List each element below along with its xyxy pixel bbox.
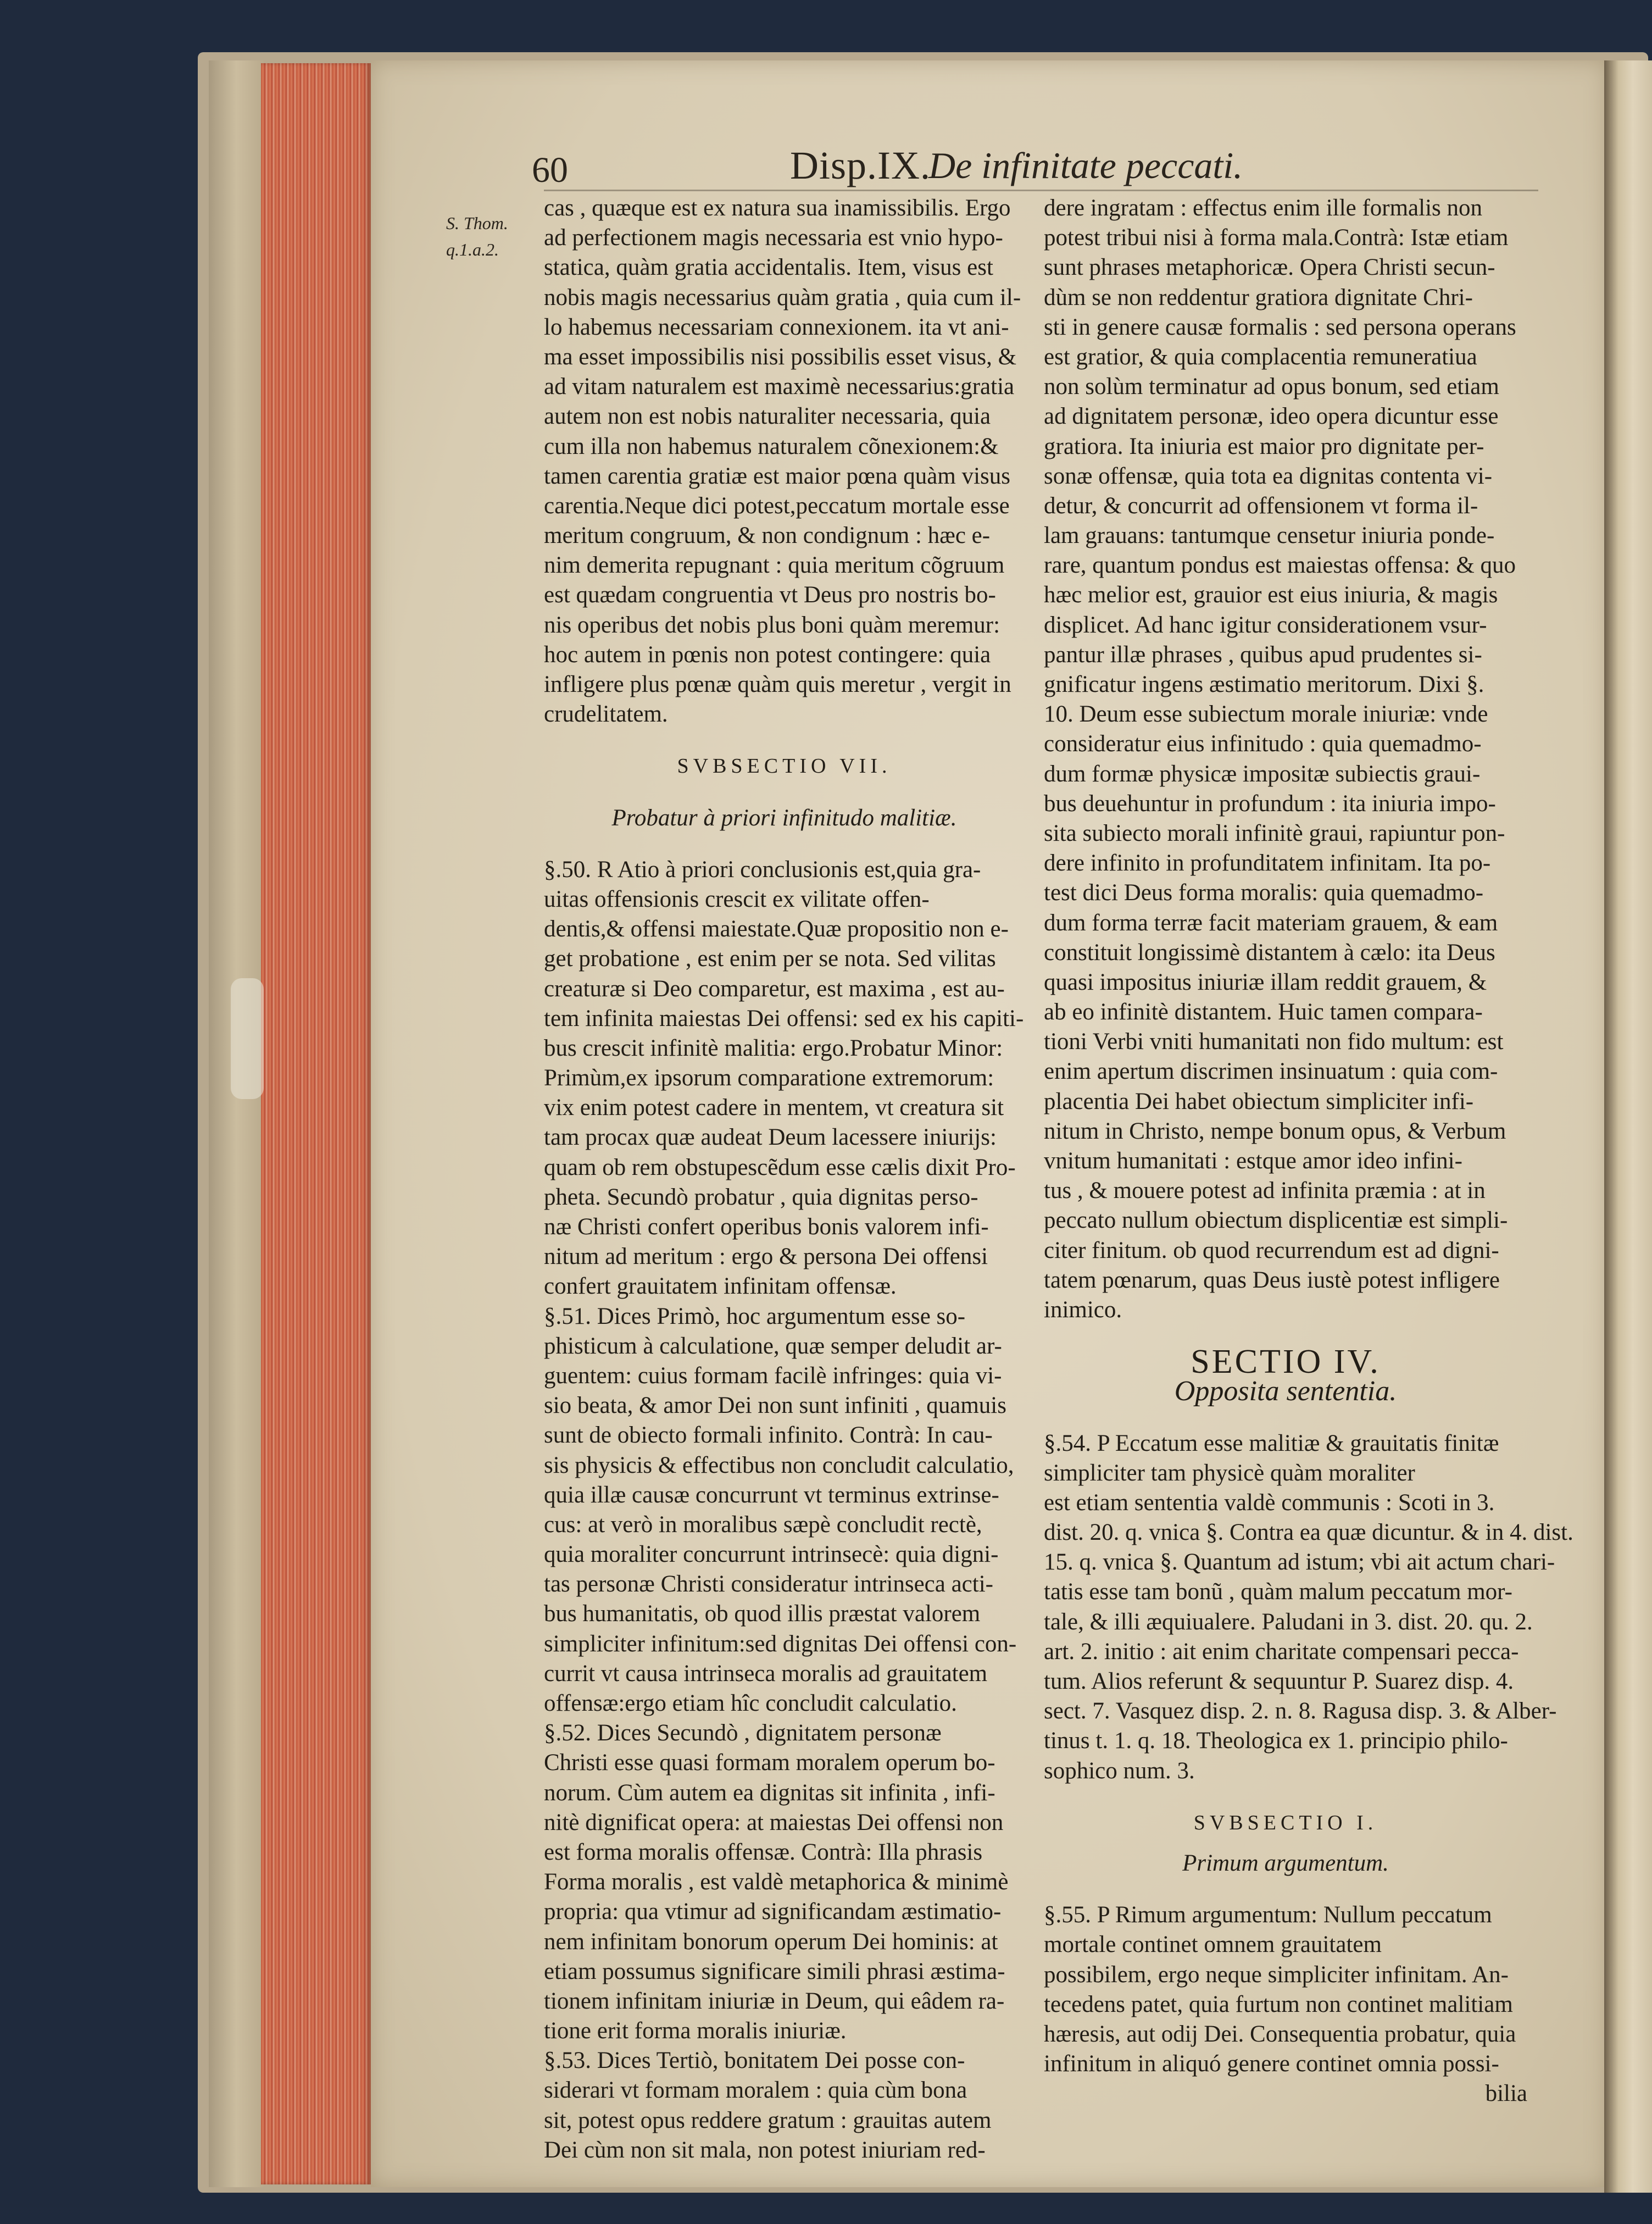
text-line: hæresis, aut odij Dei. Consequentia probatur, quia: [1044, 2021, 1516, 2047]
margin-note-line: q.1.a.2.: [446, 240, 499, 259]
text-line: quia moraliter concurrunt intrinsecè: quia digni-: [544, 1541, 999, 1568]
text-line: tatis esse tam bonũ , quàm malum peccatum mor-: [1044, 1579, 1512, 1605]
sectio-iv-subtitle: Opposita sententia.: [1174, 1376, 1397, 1407]
text-line: sis physicis & effectibus non concludit calculatio,: [544, 1452, 1014, 1478]
text-line: sophico num. 3.: [1044, 1757, 1195, 1784]
text-line: carentia.Neque dici potest,peccatum mortale esse: [544, 492, 1010, 519]
text-line: Christi esse quasi formam moralem operum bo-: [544, 1750, 995, 1776]
spacer: [1044, 1878, 1527, 1900]
subsectio-vii-subtitle: Probatur à priori infinitudo malitiæ.: [611, 805, 957, 831]
text-line: ad vitam naturalem est maximè necessarius:gratia: [544, 374, 1015, 400]
page-gutter: [1604, 60, 1652, 2193]
text-line: cum illa non habemus naturalem cõnexionem:&: [544, 433, 999, 459]
text-line: quasi impositus iniuriæ illam reddit grauem, &: [1044, 969, 1487, 995]
spacer: [1044, 1838, 1527, 1849]
text-line: cas , quæque est ex natura sua inamissibilis. Ergo: [544, 195, 1011, 221]
text-line: sita subiecto morali infinitè graui, rapiuntur pon-: [1044, 820, 1505, 846]
text-line: sunt phrases metaphoricæ. Opera Christi secun-: [1044, 254, 1495, 281]
text-line: tas personæ Christi consideratur intrinseca acti-: [544, 1571, 993, 1598]
text-line: propria: qua vtimur ad significandam æstimatio-: [544, 1899, 1002, 1925]
text-line: tioni Verbi vniti humanitati non fido multum: est: [1044, 1029, 1504, 1055]
text-line: dum forma terræ facit materiam grauem, & eam: [1044, 909, 1498, 936]
text-line: offensæ:ergo etiam hîc concludit calculatio.: [544, 1690, 957, 1716]
left-column-para-2: [544, 855, 1025, 2165]
right-column: [1044, 193, 1573, 2109]
subsectio-i-heading: SVBSECTIO I.: [1193, 1811, 1378, 1834]
right-column-para-3: [1044, 1900, 1527, 2079]
text-line: art. 2. initio : ait enim charitate compensari pecca-: [1044, 1638, 1519, 1665]
text-line: dist. 20. q. vnica §. Contra ea quæ dicuntur. & in 4. dist.: [1044, 1519, 1573, 1546]
text-line: pheta. Secundò probatur , quia dignitas perso-: [544, 1184, 978, 1210]
text-line: creaturæ si Deo comparetur, est maxima , est au-: [544, 975, 1005, 1002]
text-line: gnificatur ingens æstimatio meritorum. Dixi §.: [1044, 672, 1484, 697]
spacer: [1044, 1407, 1527, 1429]
spacer: [544, 833, 1025, 855]
text-line: autem non est nobis naturaliter necessaria, quia: [544, 403, 991, 430]
text-line: dere ingratam : effectus enim ille formalis non: [1044, 195, 1483, 221]
left-column-para-1: [544, 193, 1025, 729]
margin-note-line: S. Thom.: [446, 213, 508, 233]
text-line: bus deuehuntur in profundum : ita iniuria impo-: [1044, 790, 1496, 817]
text-line: nitè dignificat opera: at maiestas Dei offensi non: [544, 1809, 1004, 1835]
red-page-edges: [261, 63, 371, 2184]
text-line: ma esset impossibilis nisi possibilis esset visus, &: [544, 343, 1017, 370]
text-line: potest tribui nisi à forma mala.Contrà: Istæ etiam: [1044, 225, 1509, 251]
text-line: tam procax quæ audeat Deum lacessere iniurijs:: [544, 1124, 997, 1151]
text-line: nitum ad meritum : ergo & persona Dei offensi: [544, 1244, 988, 1270]
text-line: consideratur eius infinitudo : quia quemadmo-: [1044, 731, 1482, 757]
text-line: infligere plus pœnæ quàm quis meretur , vergit in: [544, 672, 1011, 697]
text-line: gratiora. Ita iniuria est maior pro dignitate per-: [1044, 433, 1484, 459]
text-line: §.51. Dices Primò, hoc argumentum esse so-: [544, 1303, 966, 1329]
text-line: lo habemus necessariam connexionem. ita vt ani-: [544, 314, 1009, 340]
text-line: 15. q. vnica §. Quantum ad istum; vbi ait actum chari-: [1044, 1549, 1555, 1576]
text-line: sunt de obiecto formali infinito. Contrà: In cau-: [544, 1422, 993, 1449]
text-line: tione erit forma moralis iniuriæ.: [544, 2018, 847, 2044]
text-line: tinus t. 1. q. 18. Theologica ex 1. principio philo-: [1044, 1728, 1508, 1754]
text-line: simpliciter infinitum:sed dignitas Dei offensi con-: [544, 1630, 1017, 1657]
text-line: detur, & concurrit ad offensionem vt forma il-: [1044, 492, 1478, 519]
subsectio-i-subtitle: Primum argumentum.: [1182, 1850, 1389, 1876]
book-spine-edge: [209, 60, 264, 2187]
text-line: infinitum in aliquó genere continet omnia possi-: [1044, 2051, 1499, 2077]
text-line: tum. Alios referunt & sequuntur P. Suarez disp. 4.: [1044, 1668, 1514, 1694]
text-line: mortale continet omnem grauitatem: [1044, 1932, 1382, 1958]
text-line: §.50. R Atio à priori conclusionis est,quia gra-: [544, 856, 981, 883]
text-line: Forma moralis , est valdè metaphorica & minimè: [544, 1869, 1009, 1895]
text-line: 10. Deum esse subiectum morale iniuriæ: vnde: [1044, 701, 1488, 728]
page-number: 60: [532, 150, 568, 190]
text-line: non solùm terminatur ad opus bonum, sed etiam: [1044, 374, 1499, 400]
text-line: hæc melior est, grauior est eius iniuria, & magis: [1044, 582, 1498, 608]
header-rule: [544, 190, 1538, 191]
subsectio-vii-heading: SVBSECTIO VII.: [677, 755, 892, 778]
text-line: tem infinita maiestas Dei offensi: sed ex his capiti-: [544, 1005, 1024, 1031]
text-line: norum. Cùm autem ea dignitas sit infinita , infi-: [544, 1779, 995, 1806]
text-line: dentis,& offensi maiestate.Quæ propositio non e-: [544, 916, 1009, 942]
text-line: hoc autem in pœnis non potest contingere: quia: [544, 641, 991, 668]
running-head-disputation: Disp.IX.: [790, 143, 931, 187]
sectio-iv-heading: SECTIO IV.: [1191, 1343, 1381, 1381]
text-line: lam grauans: tantumque censetur iniuria ponde-: [1044, 523, 1495, 549]
text-line: get probatione , est enim per se nota. Sed vilitas: [544, 946, 996, 972]
text-line: dere infinito in profunditatem infinitam. Ita po-: [1044, 850, 1491, 877]
text-line: inimico.: [1044, 1296, 1122, 1323]
text-line: nim demerita repugnant : quia meritum cõgruum: [544, 552, 1005, 579]
text-line: rare, quantum pondus est maiestas offensa: & quo: [1044, 552, 1516, 579]
text-line: quam ob rem obstupescẽdum esse cælis dixit Pro-: [544, 1154, 1016, 1180]
text-line: est quædam congruentia vt Deus pro nostris bo-: [544, 582, 996, 608]
text-line: cus: at verò in moralibus sæpè concludit rectè,: [544, 1511, 982, 1538]
left-column: [544, 193, 1025, 2165]
running-head-title: De infinitate peccati.: [928, 145, 1243, 186]
text-line: confert grauitatem infinitam offensæ.: [544, 1273, 897, 1300]
text-line: sect. 7. Vasquez disp. 2. n. 8. Ragusa disp. 3. & Alber-: [1044, 1698, 1557, 1724]
text-line: dum formæ physicæ impositæ subiectis graui-: [1044, 761, 1481, 787]
text-line: pantur illæ phrases , quibus apud prudentes si-: [1044, 641, 1482, 668]
text-line: etiam possumus significare simili phrasi æstima-: [544, 1958, 1005, 1984]
text-line: tale, & illi æquiualere. Paludani in 3. dist. 20. qu. 2.: [1044, 1609, 1533, 1635]
text-line: vix enim potest cadere in mentem, vt creatura sit: [544, 1095, 1004, 1121]
text-line: §.54. P Eccatum esse malitiæ & grauitatis finitæ: [1044, 1430, 1499, 1456]
text-line: enim apertum discrimen insinuatum : quia com-: [1044, 1058, 1498, 1085]
text-line: est forma moralis offensæ. Contrà: Illa phrasis: [544, 1839, 983, 1865]
text-line: tatem pœnarum, quas Deus iustè potest infligere: [1044, 1267, 1500, 1293]
text-line: nobis magis necessarius quàm gratia , quia cum il-: [544, 284, 1021, 310]
right-column-para-1: [1044, 193, 1527, 1325]
text-line: guentem: cuius formam facilè infringes: quia vi-: [544, 1362, 1002, 1389]
text-line: crudelitatem.: [544, 701, 668, 728]
text-line: placentia Dei habet obiectum simpliciter infi-: [1044, 1088, 1474, 1114]
text-line: constituit longissimè distantem à cælo: ita Deus: [1044, 939, 1495, 966]
text-line: §.55. P Rimum argumentum: Nullum peccatum: [1044, 1902, 1492, 1928]
paper-damage: [231, 978, 264, 1099]
text-line: sti in genere causæ formalis : sed persona operans: [1044, 314, 1516, 340]
text-line: tus , & mouere potest ad infinita præmia : at in: [1044, 1178, 1486, 1204]
text-line: currit vt causa intrinseca moralis ad grauitatem: [544, 1660, 988, 1687]
spacer: [544, 729, 1025, 751]
text-line: meritum congruum, & non condignum : hæc e-: [544, 523, 991, 549]
spacer: [544, 781, 1025, 803]
text-line: §.52. Dices Secundò , dignitatem personæ: [544, 1720, 942, 1746]
text-line: Primùm,ex ipsorum comparatione extremorum:: [544, 1065, 994, 1091]
text-line: test dici Deus forma moralis: quia quemadmo-: [1044, 880, 1484, 906]
text-line: nitum in Christo, nempe bonum opus, & Verbum: [1044, 1118, 1506, 1144]
text-line: sio beata, & amor Dei non sunt infiniti , quamuis: [544, 1393, 1006, 1419]
text-line: tionem infinitam iniuriæ in Deum, qui eâdem ra-: [544, 1988, 1005, 2014]
right-column-para-2: [1044, 1429, 1573, 1786]
text-line: tecedens patet, quia furtum non continet malitiam: [1044, 1991, 1513, 2017]
text-line: ad perfectionem magis necessaria est vnio hypo-: [544, 225, 1003, 251]
text-line: statica, quàm gratia accidentalis. Item, visus est: [544, 254, 993, 281]
text-line: sonæ offensæ, quia tota ea dignitas contenta vi-: [1044, 463, 1493, 489]
text-line: uitas offensionis crescit ex vilitate offen-: [544, 886, 930, 912]
text-line: ab eo infinitè distantem. Huic tamen compara-: [1044, 999, 1483, 1025]
catchword: bilia: [1485, 2081, 1527, 2107]
text-line: tamen carentia gratiæ est maior pœna quàm visus: [544, 463, 1010, 489]
text-line: displicet. Ad hanc igitur considerationem vsur-: [1044, 612, 1487, 638]
text-line: citer finitum. ob quod recurrendum est ad digni-: [1044, 1237, 1499, 1263]
text-line: est etiam sententia valdè communis : Scoti in 3.: [1044, 1489, 1495, 1516]
text-line: vnitum humanitati : estque amor ideo infini-: [1044, 1148, 1462, 1174]
text-line: bus humanitatis, ob quod illis præstat valorem: [544, 1601, 981, 1627]
text-line: næ Christi confert operibus bonis valorem infi-: [544, 1214, 989, 1240]
text-line: sit, potest opus reddere gratum : grauitas autem: [544, 2107, 992, 2133]
text-line: bus crescit infinitè malitia: ergo.Probatur Minor:: [544, 1035, 1003, 1061]
spacer: [1044, 1786, 1527, 1808]
text-line: Dei cùm non sit mala, non potest iniuriam red-: [544, 2137, 986, 2163]
text-line: possibilem, ergo neque simpliciter infinitam. An-: [1044, 1961, 1509, 1988]
text-line: nis operibus det nobis plus boni quàm meremur:: [544, 612, 1000, 638]
text-line: quia illæ causæ concurrunt vt terminus extrinse-: [544, 1482, 999, 1508]
text-line: est gratior, & quia complacentia remuneratiua: [1044, 343, 1477, 370]
text-line: siderari vt formam moralem : quia cùm bona: [544, 2077, 967, 2104]
text-line: dùm se non reddentur gratiora dignitate Chri-: [1044, 284, 1473, 310]
text-line: nem infinitam bonorum operum Dei hominis: at: [544, 1928, 998, 1955]
text-line: §.53. Dices Tertiò, bonitatem Dei posse con-: [544, 2048, 965, 2074]
text-line: peccato nullum obiectum displicentiæ est simpli-: [1044, 1207, 1508, 1234]
margin-note: [446, 210, 529, 263]
text-line: ad dignitatem personæ, ideo opera dicuntur esse: [1044, 403, 1499, 430]
text-line: phisticum à calculatione, quæ semper deludit ar-: [544, 1333, 1002, 1359]
text-line: simpliciter tam physicè quàm moraliter: [1044, 1460, 1415, 1486]
